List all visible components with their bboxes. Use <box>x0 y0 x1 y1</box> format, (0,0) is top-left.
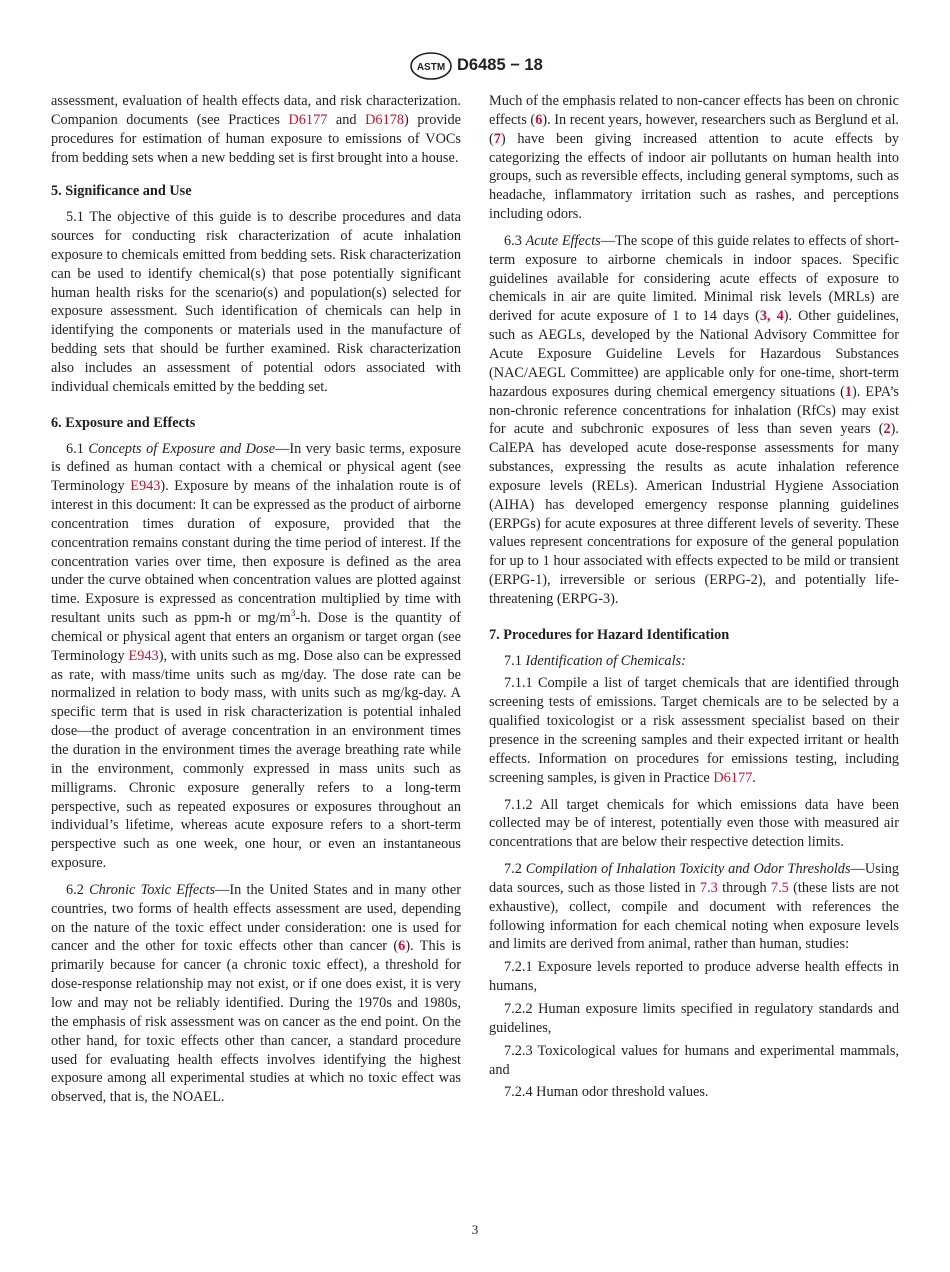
continued-paragraph: Much of the emphasis related to non-cancer effects has been on chronic effects (6). In recent years, however, researchers such as Berglund et al. (7) have been giving increased attention to acute effects by categorizing the effects of indoor air pollutants on human health into groups, such as reversible effects, including general symptoms, such as headache, inflammatory irritation such as rashes, and perceptions including odors. <box>489 93 900 223</box>
paragraph-5-1: 5.1 The objective of this guide is to describe procedures and data sources for conducting risk characterization of acute inhalation exposure to chemicals emitted from bedding sets. Risk characterization can be used to identify chemical(s) that pose potentially significant human health risks for the scenario(s) and population(s) selected for exposure assessment. Such identification of chemicals can help in identifying the components or materials used in the manufacture of bedding sets that should be further examined. Risk characterization also includes an assessment of potential odors associated with individual chemicals emitted by the bedding set. <box>51 209 461 395</box>
link-d6177[interactable]: D6177 <box>713 769 753 786</box>
citation-1[interactable]: 1 <box>844 383 853 400</box>
link-section-7-3[interactable]: 7.3 <box>699 879 718 896</box>
right-column <box>489 92 899 1102</box>
citation-6[interactable]: 6 <box>398 938 406 955</box>
paragraph-7-2-1: 7.2.1 Exposure levels reported to produce adverse health effects in humans, <box>489 959 899 995</box>
page-number: 3 <box>471 1222 479 1237</box>
citation-2[interactable]: 2 <box>883 421 891 438</box>
standard-designation: D6485 − 18 <box>457 56 543 74</box>
paragraph-7-2-2: 7.2.2 Human exposure limits specified in regulatory standards and guidelines, <box>489 1000 899 1036</box>
intro-paragraph: assessment, evaluation of health effects data, and risk characterization. Companion documents (see Practices D6177 and D6178) provide procedures for estimation of human exposure to emissions of VOCs from bedding sets when a new bedding set is first brought into a house. <box>51 93 462 166</box>
citation-4[interactable]: 4 <box>776 308 784 325</box>
link-d6178[interactable]: D6178 <box>365 111 405 128</box>
paragraph-7-2-3: 7.2.3 Toxicological values for humans and experimental mammals, and <box>489 1042 899 1078</box>
paragraph-7-2: 7.2 Compilation of Inhalation Toxicity and Odor Thresholds—Using data sources, such as those listed in 7.3 through 7.5 (these lists are not exhaustive), collect, compile and document with references the following information for each chemical noting when exposure levels and limits are derived from animal, rather than human, studies: <box>489 861 899 953</box>
paragraph-7-1-2: 7.1.2 All target chemicals for which emissions data have been collected may be of interest, potentially even those with measured air concentrations that are below their respective detection limits. <box>489 796 899 851</box>
section-5-heading: 5. Significance and Use <box>51 183 192 200</box>
left-column <box>51 92 461 1107</box>
link-e943[interactable]: E943 <box>130 478 161 495</box>
section-6-heading: 6. Exposure and Effects <box>51 414 196 431</box>
astm-logo-icon <box>409 51 453 81</box>
paragraph-7-1-1: 7.1.1 Compile a list of target chemicals that are identified through screening tests of emissions. Target chemicals are to be selected by a qualified toxicologist or a risk assessment specialist based on their presence in the screening samples and their expected irritant or health effects. Information on procedures for emissions testing, including screening samples, is given in Practice D6177. <box>489 675 899 786</box>
link-d6177[interactable]: D6177 <box>288 111 328 128</box>
link-section-7-5[interactable]: 7.5 <box>770 879 789 896</box>
link-e943[interactable]: E943 <box>128 647 159 664</box>
citation-7[interactable]: 7 <box>493 130 501 147</box>
paragraph-7-2-4: 7.2.4 Human odor threshold values. <box>504 1084 709 1101</box>
paragraph-6-2: 6.2 Chronic Toxic Effects—In the United States and in many other countries, two forms of health effects assessment are used, depending on the nature of the toxic effect under consideration: one is used for cancer and the other for toxic effects other than cancer (6). This is primarily because for cancer (a chronic toxic effect), a threshold for dose-response relationship may not exist, or if one does exist, it is very low and may not be reliably identified. During the 1970s and 1980s, the emphasis of risk assessment was on cancer as the end point. On the other hand, for toxic effects other than cancer, a standard procedure used for evaluating health effects involves identifying the highest exposure among all experimental studies at which no toxic effect was observed, that is, the NOAEL. <box>51 881 461 1106</box>
paragraph-7-1: 7.1 Identification of Chemicals: <box>504 652 686 669</box>
astm-logo-text: ASTM <box>416 62 446 73</box>
citation-6[interactable]: 6 <box>535 111 543 128</box>
section-7-heading: 7. Procedures for Hazard Identification <box>489 626 730 643</box>
page-header <box>0 50 950 86</box>
paragraph-6-1: 6.1 Concepts of Exposure and Dose—In very basic terms, exposure is defined as human contact with a chemical or physical agent (see Terminology E943). Exposure by means of the inhalation route is of interest in this document: It can be expressed as the product of airborne concentration times duration of exposure, provided that the concentration remains constant during the time period of interest. If the concentration varies over time, then exposure is defined as the area under the curve obtained when concentration values are plotted against time. Exposure is expressed as concentration multiplied by time with resultant units such as ppm-h or $mg/m^3-h$. Dose is the quantity of chemical or physical agent that enters an organism or target organ (see Terminology E943), with units such as mg. Dose also can be expressed as rate, with mass/time units such as mg/day. The dose rate can be normalized in relation to body mass, with units such as mg/kg-day. A specific term that is used in risk characterization is potential inhaled dose—the product of average concentration in an environment times the duration in the environment times the average breathing rate while in the environment, commonly expressed in mass units such as milligrams. Chronic exposure generally refers to a long-term perspective, such as repeated exposures or exposures throughout an individual’s lifetime, whereas acute exposure refers to a short-term perspective such as one week, one hour, or even an instantaneous exposure. <box>51 440 462 872</box>
paragraph-6-3: 6.3 Acute Effects—The scope of this guide relates to effects of short-term exposure to airborne chemicals in indoor spaces. Specific guidelines available for considering acute effects of exposure to chemicals in air are quite limited. Minimal risk levels (MRLs) are derived for acute exposure of 1 to 14 days (3, 4). Other guidelines, such as AEGLs, developed by the National Advisory Committee for Acute Exposure Guideline Levels for Hazardous Substances (NAC/AEGL Committee) are applicable only for one-time, short-term hazardous exposures during chemical emergency situations (1). EPA’s non-chronic reference concentrations for inhalation (RfCs) may exist for acute and subchronic exposures of less than seven years (2). CalEPA has developed acute dose-response assessments for many substances, expressing the results as acute inhalation reference exposure levels (RELs). American Industrial Hygiene Association (AIHA) has developed emergency response planning guidelines (ERPGs) for acute exposures at three different levels of severity. These values represent concentrations for exposure of the general population for up to 1 hour associated with effects expected to be mild or transient (ERPG-1), irreversible or serious (ERPG-2), and potentially life-threatening (ERPG-3). <box>489 232 899 607</box>
citation-3[interactable]: 3 <box>759 308 767 325</box>
